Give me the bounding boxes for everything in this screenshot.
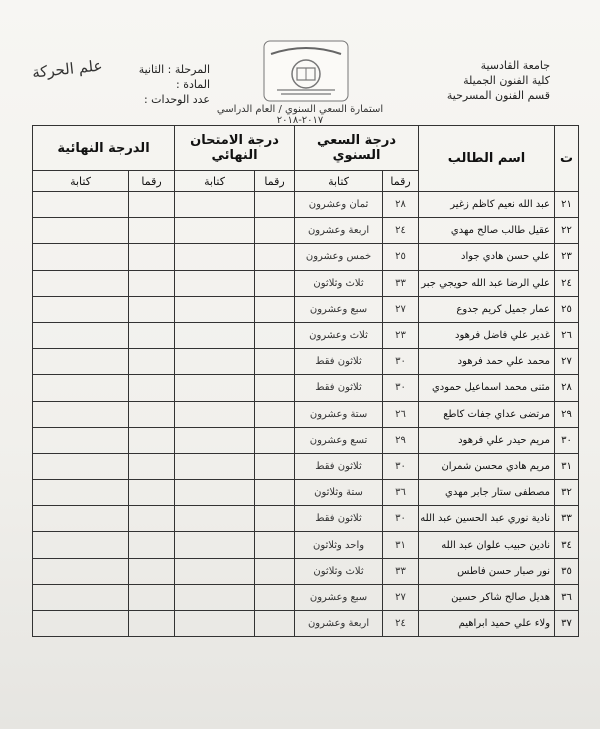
- student-name: علي حسن هادي جواد: [419, 244, 555, 270]
- final-score-words: [33, 584, 129, 610]
- table-row: [33, 349, 579, 375]
- student-number: ٣٣: [555, 506, 579, 532]
- student-number: ٢٣: [555, 244, 579, 270]
- table-row: [33, 192, 579, 218]
- final-score-words: [33, 192, 129, 218]
- final-score-digits: [129, 375, 175, 401]
- exam-score-digits: [255, 296, 295, 322]
- table-row: [33, 375, 579, 401]
- exam-score-words: [175, 611, 255, 637]
- annual-score-digits: ٣٣: [383, 270, 419, 296]
- exam-score-words: [175, 558, 255, 584]
- exam-score-digits: [255, 401, 295, 427]
- annual-score-digits: ٢٨: [383, 192, 419, 218]
- exam-score-words: [175, 584, 255, 610]
- student-name: نادين حبيب علوان عبد الله: [419, 532, 555, 558]
- annual-score-words: خمس وعشرون: [295, 244, 383, 270]
- exam-score-digits: [255, 375, 295, 401]
- annual-score-words: ثلاث وعشرون: [295, 322, 383, 348]
- exam-score-words: [175, 244, 255, 270]
- exam-score-digits: [255, 532, 295, 558]
- units-label: عدد الوحدات :: [143, 93, 210, 106]
- table-row: [33, 296, 579, 322]
- annual-score-digits: ٢٤: [383, 218, 419, 244]
- annual-score-words: سبع وعشرون: [295, 296, 383, 322]
- annual-score-words: ثلاث وثلاثون: [295, 270, 383, 296]
- student-name: مثنى محمد اسماعيل حمودي: [419, 375, 555, 401]
- table-row: [33, 480, 579, 506]
- annual-score-words: اربعة وعشرون: [295, 611, 383, 637]
- exam-score-words: [175, 375, 255, 401]
- final-score-words: [33, 349, 129, 375]
- student-name: عبد الله نعيم كاظم زغير: [419, 192, 555, 218]
- final-score-digits: [129, 296, 175, 322]
- university-logo: [263, 40, 349, 102]
- annual-score-words: ثلاثون فقط: [295, 453, 383, 479]
- table-row: [33, 506, 579, 532]
- final-score-words: [33, 480, 129, 506]
- sheet-info: [100, 62, 210, 107]
- exam-score-words: [175, 270, 255, 296]
- final-score-words: [33, 375, 129, 401]
- annual-score-digits: ٣١: [383, 532, 419, 558]
- final-words-header: كتابة: [33, 171, 129, 192]
- annual-score-digits: ٣٣: [383, 558, 419, 584]
- annual-score-words: اربعة وعشرون: [295, 218, 383, 244]
- final-score-words: [33, 532, 129, 558]
- table-row: [33, 453, 579, 479]
- student-number: ٢٢: [555, 218, 579, 244]
- annual-score-words: واحد وثلاثون: [295, 532, 383, 558]
- final-score-digits: [129, 349, 175, 375]
- student-number: ٢٥: [555, 296, 579, 322]
- student-number: ٣٦: [555, 584, 579, 610]
- annual-score-words: ثمان وعشرون: [295, 192, 383, 218]
- table-row: [33, 244, 579, 270]
- final-score-words: [33, 244, 129, 270]
- student-number: ٢١: [555, 192, 579, 218]
- student-name: مريم هادي محسن شمران: [419, 453, 555, 479]
- annual-score-digits: ٢٤: [383, 611, 419, 637]
- col-final-exam-header: درجة الامتحان النهائي: [175, 126, 295, 171]
- final-score-words: [33, 611, 129, 637]
- student-name: مصطفى ستار جابر مهدي: [419, 480, 555, 506]
- student-number: ٣٢: [555, 480, 579, 506]
- form-title: استمارة السعي السنوي / العام الدراسي ٢٠١٧-٢٠١٨: [216, 104, 384, 126]
- final-score-digits: [129, 270, 175, 296]
- table-row: [33, 270, 579, 296]
- final-score-digits: [129, 322, 175, 348]
- exam-score-words: [175, 401, 255, 427]
- annual-score-digits: ٢٧: [383, 296, 419, 322]
- department-name: قسم الفنون المسرحية: [446, 89, 550, 102]
- annual-score-digits: ٢٦: [383, 401, 419, 427]
- exam-score-digits: [255, 192, 295, 218]
- exam-score-digits: [255, 584, 295, 610]
- final-score-digits: [129, 532, 175, 558]
- exam-score-words: [175, 218, 255, 244]
- student-number: ٣٧: [555, 611, 579, 637]
- annual-score-digits: ٢٣: [383, 322, 419, 348]
- student-number: ٢٧: [555, 349, 579, 375]
- final-score-digits: [129, 506, 175, 532]
- final-score-digits: [129, 244, 175, 270]
- student-name: عمار جميل كريم جدوع: [419, 296, 555, 322]
- annual-score-digits: ٢٥: [383, 244, 419, 270]
- header-row: [33, 126, 579, 171]
- exam-score-words: [175, 532, 255, 558]
- final-score-words: [33, 453, 129, 479]
- student-name: نادية نوري عبد الحسين عبد الله: [419, 506, 555, 532]
- annual-score-digits: ٣٠: [383, 506, 419, 532]
- college-name: كلية الفنون الجميلة: [463, 74, 550, 87]
- table-row: [33, 558, 579, 584]
- student-name: مرتضى عداي جفات كاطع: [419, 401, 555, 427]
- col-number-header: ت: [555, 126, 579, 192]
- annual-score-words: تسع وعشرون: [295, 427, 383, 453]
- student-name: نور صبار حسن فاطس: [419, 558, 555, 584]
- annual-score-words: ثلاثون فقط: [295, 375, 383, 401]
- table-row: [33, 427, 579, 453]
- annual-score-words: سبع وعشرون: [295, 584, 383, 610]
- final-score-digits: [129, 401, 175, 427]
- final-score-words: [33, 218, 129, 244]
- table-row: [33, 401, 579, 427]
- student-number: ٣١: [555, 453, 579, 479]
- exam-score-words: [175, 322, 255, 348]
- exam-score-digits: [255, 270, 295, 296]
- final-digits-header: رقما: [129, 171, 175, 192]
- annual-digits-header: رقما: [383, 171, 419, 192]
- exam-score-words: [175, 192, 255, 218]
- final-score-digits: [129, 427, 175, 453]
- exam-score-digits: [255, 611, 295, 637]
- student-name: هديل صالح شاكر حسين: [419, 584, 555, 610]
- table-row: [33, 584, 579, 610]
- student-number: ٣٠: [555, 427, 579, 453]
- table-row: [33, 611, 579, 637]
- stage-label: المرحلة : الثانية: [138, 63, 210, 76]
- final-score-digits: [129, 611, 175, 637]
- student-name: مريم حيدر علي فرهود: [419, 427, 555, 453]
- exam-score-digits: [255, 244, 295, 270]
- final-score-words: [33, 401, 129, 427]
- annual-score-digits: ٣٠: [383, 349, 419, 375]
- exam-score-words: [175, 506, 255, 532]
- student-name: محمد علي حمد فرهود: [419, 349, 555, 375]
- final-score-words: [33, 270, 129, 296]
- university-name: جامعة القادسية: [480, 59, 550, 72]
- col-name-header: اسم الطالب: [419, 126, 555, 192]
- grades-table: [32, 125, 579, 637]
- exam-score-digits: [255, 322, 295, 348]
- student-name: علي الرضا عبد الله حويجي جبر: [419, 270, 555, 296]
- student-number: ٣٤: [555, 532, 579, 558]
- annual-score-words: ثلاث وثلاثون: [295, 558, 383, 584]
- final-score-words: [33, 296, 129, 322]
- table-row: [33, 532, 579, 558]
- exam-score-digits: [255, 558, 295, 584]
- student-number: ٢٩: [555, 401, 579, 427]
- student-number: ٢٨: [555, 375, 579, 401]
- exam-score-words: [175, 427, 255, 453]
- final-score-words: [33, 322, 129, 348]
- col-annual-header: درجة السعي السنوي: [295, 126, 419, 171]
- final-score-digits: [129, 218, 175, 244]
- student-number: ٢٦: [555, 322, 579, 348]
- table-row: [33, 322, 579, 348]
- exam-words-header: كتابة: [175, 171, 255, 192]
- exam-score-digits: [255, 453, 295, 479]
- annual-score-digits: ٣٦: [383, 480, 419, 506]
- handwritten-subject: علم الحركة: [31, 56, 104, 82]
- exam-score-digits: [255, 218, 295, 244]
- table-row: [33, 218, 579, 244]
- student-number: ٣٥: [555, 558, 579, 584]
- exam-score-digits: [255, 480, 295, 506]
- exam-score-words: [175, 480, 255, 506]
- final-score-digits: [129, 480, 175, 506]
- exam-score-digits: [255, 506, 295, 532]
- student-number: ٢٤: [555, 270, 579, 296]
- student-name: غدير علي فاضل فرهود: [419, 322, 555, 348]
- subject-label: المادة :: [176, 78, 210, 91]
- annual-score-words: ستة وثلاثون: [295, 480, 383, 506]
- exam-score-digits: [255, 427, 295, 453]
- annual-score-digits: ٢٩: [383, 427, 419, 453]
- final-score-digits: [129, 584, 175, 610]
- final-score-words: [33, 558, 129, 584]
- annual-score-digits: ٣٠: [383, 453, 419, 479]
- student-name: ولاء علي حميد ابراهيم: [419, 611, 555, 637]
- annual-score-words: ثلاثون فقط: [295, 349, 383, 375]
- final-score-words: [33, 506, 129, 532]
- annual-score-digits: ٢٧: [383, 584, 419, 610]
- exam-digits-header: رقما: [255, 171, 295, 192]
- exam-score-words: [175, 453, 255, 479]
- final-score-digits: [129, 453, 175, 479]
- annual-score-words: ستة وعشرون: [295, 401, 383, 427]
- annual-score-digits: ٣٠: [383, 375, 419, 401]
- institution-info: [430, 58, 550, 103]
- final-score-digits: [129, 192, 175, 218]
- final-score-digits: [129, 558, 175, 584]
- exam-score-words: [175, 296, 255, 322]
- student-name: عقيل طالب صالح مهدي: [419, 218, 555, 244]
- annual-words-header: كتابة: [295, 171, 383, 192]
- exam-score-digits: [255, 349, 295, 375]
- col-final-grade-header: الدرجة النهائية: [33, 126, 175, 171]
- annual-score-words: ثلاثون فقط: [295, 506, 383, 532]
- final-score-words: [33, 427, 129, 453]
- exam-score-words: [175, 349, 255, 375]
